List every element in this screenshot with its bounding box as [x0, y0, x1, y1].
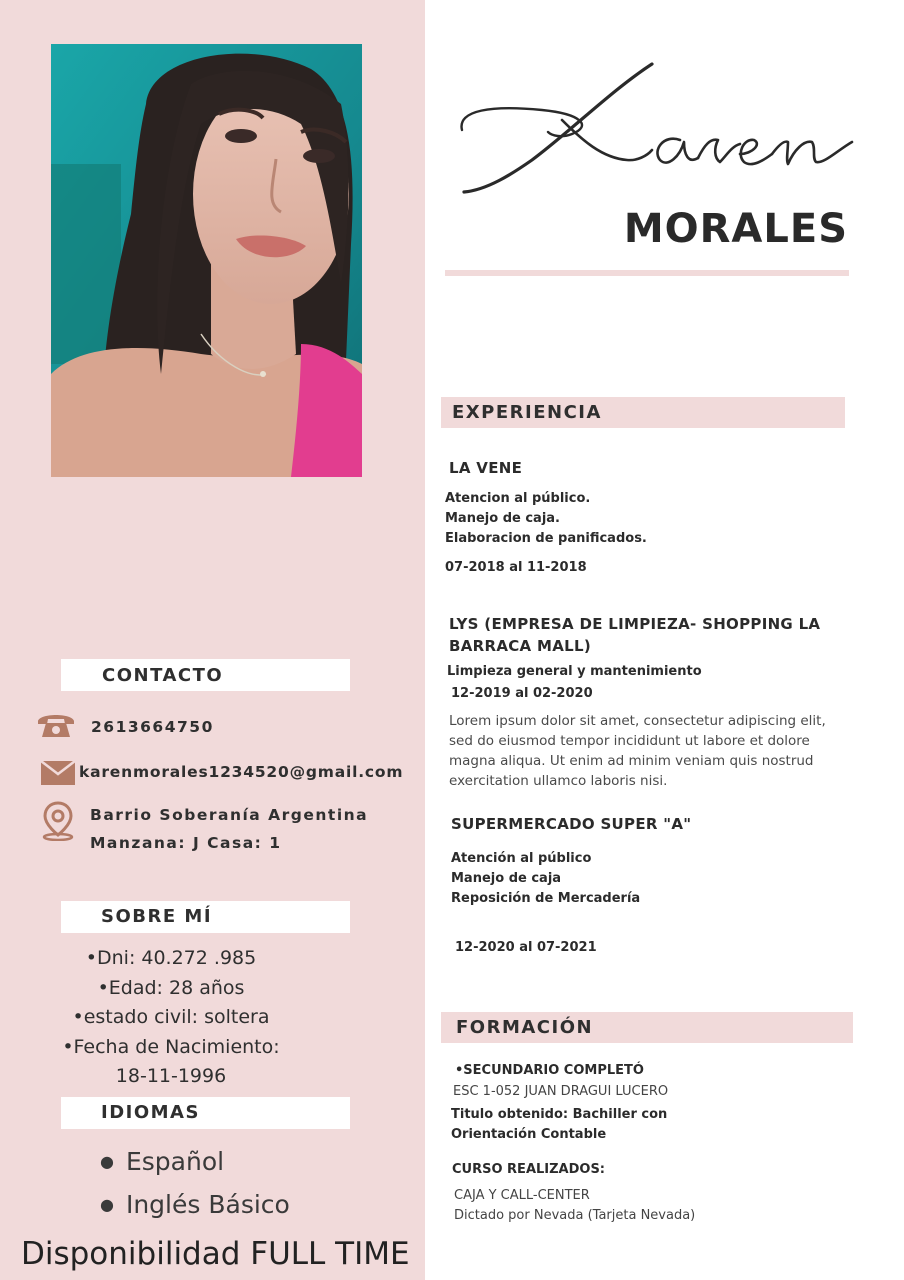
about-item: •Edad: 28 años: [97, 976, 245, 999]
job-2-description-line: Lorem ipsum dolor sit amet, consectetur adipiscing elit,: [449, 713, 826, 729]
about-list: [40, 944, 302, 1092]
job-1-duty: Elaboracion de panificados.: [445, 531, 647, 546]
job-3-duty: Manejo de caja: [451, 871, 562, 886]
address-line: Manzana: J Casa: 1: [90, 834, 282, 852]
first-name-script: [452, 50, 862, 200]
job-1-duty: Manejo de caja.: [445, 511, 560, 526]
location-pin-icon: [41, 801, 75, 841]
language-label: Español: [125, 1147, 225, 1176]
job-1-duties: [445, 489, 647, 549]
about-item: •Fecha de Nacimiento:: [62, 1035, 280, 1058]
course-provider: Dictado por Nevada (Tarjeta Nevada): [454, 1208, 696, 1223]
job-3-period: 12-2020 al 07-2021: [455, 940, 597, 955]
education-title-line: Titulo obtenido: Bachiller con: [451, 1107, 668, 1122]
job-3-company: SUPERMERCADO SUPER "A": [451, 815, 692, 833]
job-2-company-line: BARRACA MALL): [449, 637, 591, 655]
job-2-description-line: exercitation ullamco laboris nisi.: [449, 773, 668, 789]
job-2-period: 12-2019 al 02-2020: [451, 686, 593, 701]
job-3-duty: Reposición de Mercadería: [451, 891, 641, 906]
languages-heading: IDIOMAS: [61, 1097, 350, 1129]
about-item: 18-11-1996: [115, 1065, 227, 1087]
languages-list: [100, 1140, 290, 1226]
courses-heading: CURSO REALIZADOS:: [452, 1162, 606, 1177]
experience-heading: EXPERIENCIA: [441, 397, 845, 428]
language-label: Inglés Básico: [125, 1190, 290, 1219]
course-name: CAJA Y CALL-CENTER: [454, 1188, 590, 1203]
last-name: MORALES: [623, 206, 848, 252]
contact-address: [90, 801, 368, 857]
job-2-duty: Limpieza general y mantenimiento: [447, 664, 702, 679]
mail-icon: [41, 761, 75, 785]
education-level: •SECUNDARIO COMPLETÓ: [455, 1063, 644, 1078]
job-2-description-line: sed do eiusmod tempor incididunt ut labore et dolore: [449, 733, 810, 749]
address-line: Barrio Soberanía Argentina: [90, 806, 369, 824]
about-item: •Dni: 40.272 .985: [85, 947, 257, 969]
job-1-period: 07-2018 al 11-2018: [445, 560, 587, 575]
bullet-icon: ●: [100, 1152, 114, 1171]
about-heading: SOBRE MÍ: [61, 901, 350, 933]
language-item: [100, 1183, 290, 1226]
profile-photo: [51, 44, 362, 477]
job-1-company: LA VENE: [449, 459, 523, 477]
contact-heading: CONTACTO: [61, 659, 350, 691]
phone-icon: [36, 711, 76, 739]
availability: Disponibilidad FULL TIME: [21, 1236, 410, 1272]
job-2-company: [449, 613, 820, 657]
education-heading: FORMACIÓN: [441, 1012, 853, 1043]
education-title: [451, 1105, 667, 1145]
job-2-description: [449, 711, 826, 791]
contact-email[interactable]: karenmorales1234520@gmail.com: [79, 763, 404, 781]
about-item: •estado civil: soltera: [72, 1006, 270, 1028]
education-school: ESC 1-052 JUAN DRAGUI LUCERO: [453, 1084, 669, 1099]
job-2-description-line: magna aliqua. Ut enim ad minim veniam quis nostrud: [449, 753, 814, 769]
name-divider: [445, 270, 849, 276]
job-3-duty: Atención al público: [451, 851, 592, 866]
bullet-icon: ●: [100, 1195, 114, 1214]
course: [454, 1186, 695, 1226]
job-1-duty: Atencion al público.: [445, 491, 591, 506]
contact-phone[interactable]: 2613664750: [91, 718, 214, 736]
language-item: [100, 1140, 290, 1183]
job-3-duties: [451, 849, 640, 909]
education-title-line: Orientación Contable: [451, 1127, 607, 1142]
job-2-company-line: LYS (EMPRESA DE LIMPIEZA- SHOPPING LA: [449, 615, 821, 633]
